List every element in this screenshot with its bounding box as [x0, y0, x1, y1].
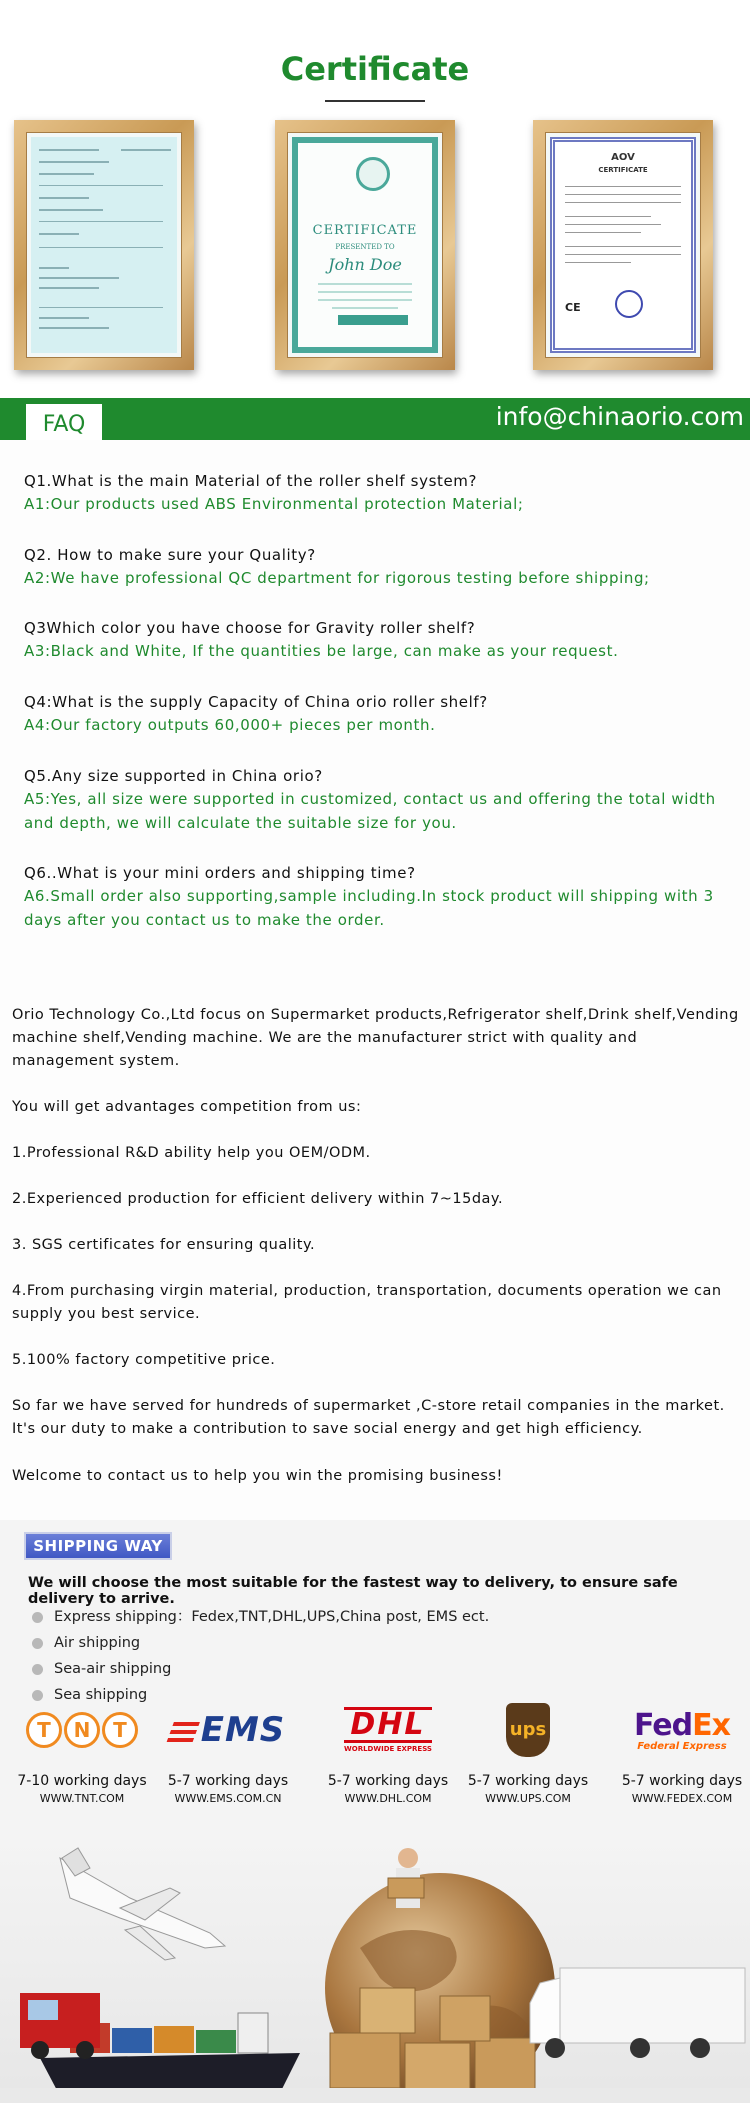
advantage-item: 2.Experienced production for efficient delivery within 7~15day. [12, 1191, 504, 1207]
aov-ce-certificate-image: AOV CERTIFICATE CE [545, 132, 701, 358]
faq-question: Q4:What is the supply Capacity of China orio roller shelf? [24, 693, 488, 711]
shipping-way-badge: SHIPPING WAY [24, 1532, 172, 1560]
contact-email[interactable]: info@chinaorio.com [495, 402, 744, 431]
company-intro: Orio Technology Co.,Ltd focus on Supermarket products,Refrigerator shelf,Drink shelf,Vending machine shelf,Vending machine. We are the manufacturer strict with quality and management system. [12, 1007, 739, 1069]
bullet-icon [32, 1612, 43, 1623]
faq-label: FAQ [42, 412, 86, 437]
carrier-tnt: T N T 7-10 working days WWW.TNT.COM [12, 1705, 152, 1805]
shipping-method: Express shipping：Fedex,TNT,DHL,UPS,China post, EMS ect. [32, 1604, 489, 1630]
ribbon-icon [338, 315, 408, 325]
faq-answer: A1:Our products used ABS Environmental protection Material; [24, 495, 524, 513]
carrier-ups: ups 5-7 working days WWW.UPS.COM [458, 1705, 598, 1805]
faq-question: Q5.Any size supported in China orio? [24, 767, 323, 785]
title-divider [325, 100, 425, 102]
faq-answer: A5:Yes, all size were supported in customized, contact us and offering the total width and depth, we will calculate the suitable size for you. [24, 790, 716, 832]
advantage-item: 1.Professional R&D ability help you OEM/ODM. [12, 1145, 371, 1161]
bullet-icon [32, 1638, 43, 1649]
served-statement: So far we have served for hundreds of supermarket ,C-store retail companies in the market. It's our duty to make a contribution to save social energy and get high efficiency. [12, 1398, 725, 1437]
certificate-frame-john-doe [275, 120, 455, 370]
faq-answer: A2:We have professional QC department for rigorous testing before shipping; [24, 569, 650, 587]
seal-icon [356, 157, 390, 191]
faq-tab [26, 404, 102, 440]
tnt-logo-icon: T N T [12, 1705, 152, 1755]
carrier-fedex: FedEx Federal Express 5-7 working days WWW.FEDEX.COM [612, 1705, 750, 1805]
certificate-section [0, 0, 750, 395]
certificate-of-origin-image [26, 132, 182, 358]
faq-header-bar [0, 398, 750, 440]
fedex-logo-icon: FedEx Federal Express [634, 1708, 730, 1752]
bullet-icon [32, 1664, 43, 1675]
advantage-item: 3. SGS certificates for ensuring quality. [12, 1237, 316, 1253]
faq-question: Q2. How to make sure your Quality? [24, 546, 316, 564]
certificate-image: CERTIFICATE PRESENTED TO John Doe [287, 132, 443, 358]
shipping-intro: We will choose the most suitable for the fastest way to delivery, to ensure safe delivery to arrive. [28, 1575, 678, 1607]
shipping-method: Sea-air shipping [32, 1656, 489, 1682]
ce-mark: CE [565, 301, 581, 314]
faq-content [0, 440, 750, 1520]
welcome-statement: Welcome to contact us to help you win the promising business! [12, 1468, 503, 1484]
advantages-title: You will get advantages competition from us: [12, 1099, 362, 1115]
faq-question: Q6..What is your mini orders and shipping time? [24, 864, 416, 882]
shipping-method: Air shipping [32, 1630, 489, 1656]
carrier-ems: EMS 5-7 working days WWW.EMS.COM.CN [158, 1705, 298, 1805]
carrier-dhl: DHL WORLDWIDE EXPRESS 5-7 working days WWW.DHL.COM [318, 1705, 458, 1805]
faq-question: Q1.What is the main Material of the roller shelf system? [24, 472, 478, 490]
advantage-item: 4.From purchasing virgin material, production, transportation, documents operation we can supply you best service. [12, 1283, 722, 1322]
faq-answer: A3:Black and White, If the quantities be large, can make as your request. [24, 642, 619, 660]
shipping-method: Sea shipping [32, 1682, 489, 1708]
faq-question: Q3Which color you have choose for Gravity roller shelf? [24, 619, 476, 637]
advantage-item: 5.100% factory competitive price. [12, 1352, 276, 1368]
certificate-frame-origin [14, 120, 194, 370]
certificate-title: Certificate [280, 50, 470, 88]
shipping-section [0, 1520, 750, 2103]
ems-logo-icon: EMS [158, 1705, 298, 1755]
seal-icon [615, 290, 643, 318]
bullet-icon [32, 1690, 43, 1701]
faq-answer: A4:Our factory outputs 60,000+ pieces per month. [24, 716, 436, 734]
dhl-logo-icon: DHL WORLDWIDE EXPRESS [344, 1707, 432, 1753]
certificate-frame-aov [533, 120, 713, 370]
shipping-methods-list [32, 1604, 489, 1708]
carrier-logos [0, 1705, 750, 1825]
logistics-illustration [0, 1838, 750, 2103]
faq-answer: A6.Small order also supporting,sample including.In stock product will shipping with 3 days after you contact us to make the order. [24, 887, 714, 929]
ups-logo-icon: ups [458, 1705, 598, 1755]
